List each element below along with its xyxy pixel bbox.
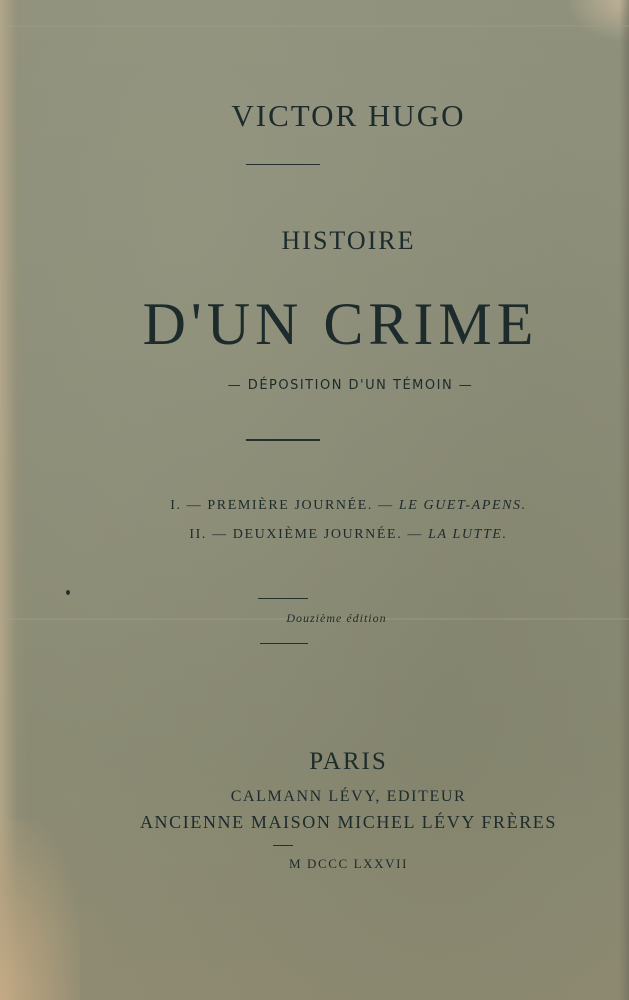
part-name: LE GUET-APENS. <box>398 498 527 513</box>
subtitle: — DÉPOSITION D'UN TÉMOIN — <box>227 378 474 393</box>
divider-rule <box>246 164 320 165</box>
publication-year: M DCCC LXXVII <box>288 856 409 871</box>
title-line-1: HISTOIRE <box>281 226 416 255</box>
divider-rule <box>258 598 308 599</box>
part-number: II. — DEUXIÈME JOURNÉE. — <box>189 527 424 542</box>
divider-rule <box>246 439 320 441</box>
part-name: LA LUTTE. <box>428 527 508 542</box>
ink-spot <box>66 590 70 595</box>
publisher-house: ANCIENNE MAISON MICHEL LÉVY FRÈRES <box>139 812 558 832</box>
part-line-1 <box>34 498 629 514</box>
author-name: VICTOR HUGO <box>231 98 466 133</box>
publication-city: PARIS <box>309 748 388 775</box>
title-line-2: D'UN CRIME <box>142 291 539 357</box>
divider-rule <box>260 643 308 644</box>
part-number: I. — PREMIÈRE JOURNÉE. — <box>170 498 394 513</box>
divider-rule <box>273 845 293 846</box>
worn-bottom-left-corner <box>0 820 80 1000</box>
edition-label: Douzième édition <box>286 611 387 625</box>
publisher-name: CALMANN LÉVY, EDITEUR <box>230 788 467 805</box>
paper-crease <box>0 25 629 27</box>
part-line-2 <box>34 527 629 543</box>
